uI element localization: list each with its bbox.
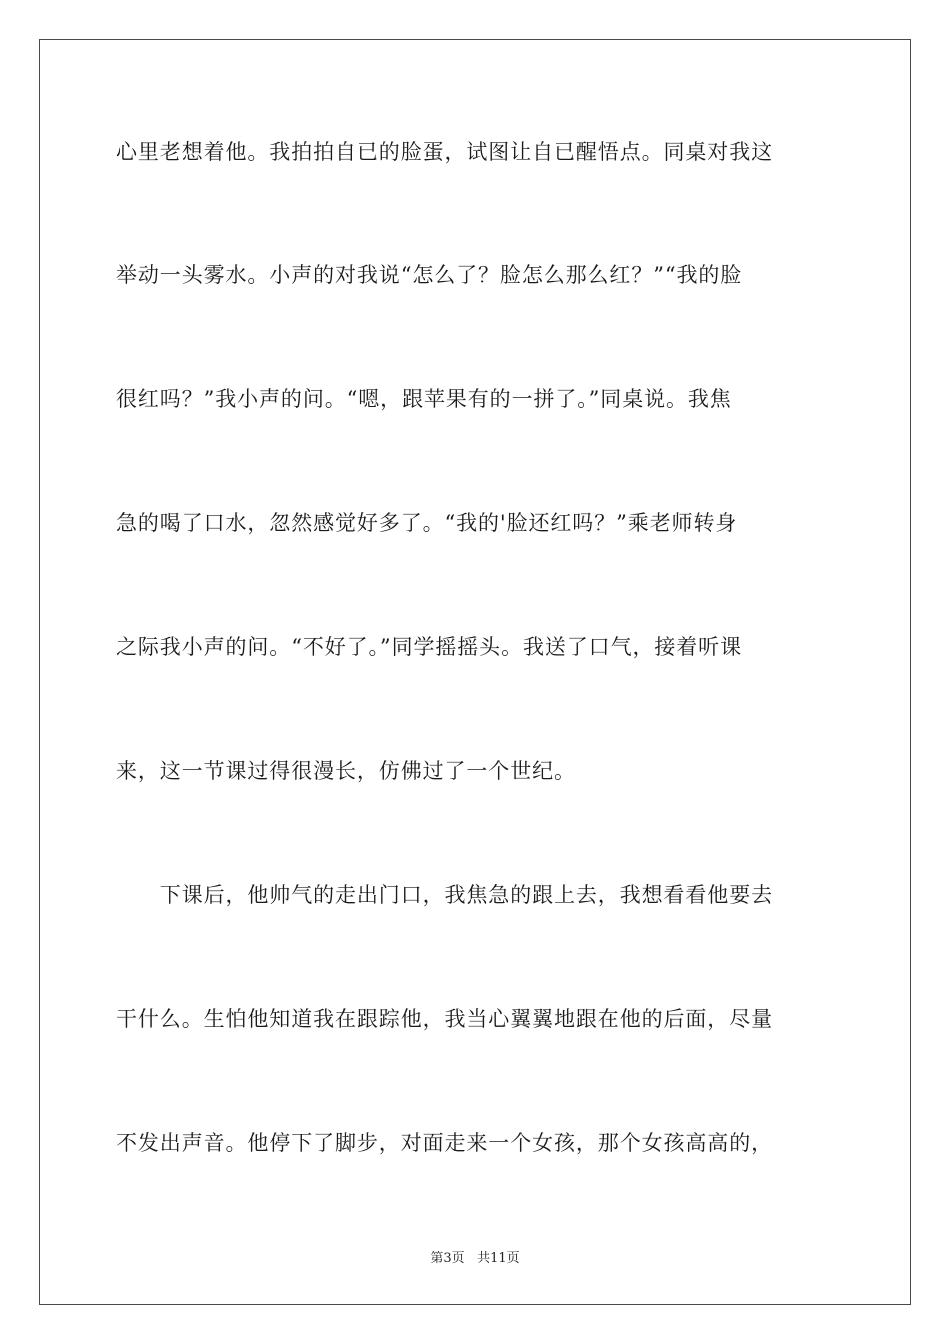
body-text-line: 干什么。生怕他知道我在跟踪他，我当心翼翼地跟在他的后面，尽量 bbox=[116, 1007, 773, 1031]
body-text-line: 不发出声音。他停下了脚步，对面走来一个女孩，那个女孩高高的， bbox=[116, 1131, 773, 1155]
page-border bbox=[39, 39, 911, 1305]
page-number: 第3页 bbox=[430, 1251, 465, 1266]
body-text-line: 举动一头雾水。小声的对我说“怎么了？脸怎么那么红？”“我的脸 bbox=[116, 263, 743, 287]
total-pages: 共11页 bbox=[477, 1251, 520, 1266]
body-text-line: 心里老想着他。我拍拍自已的脸蛋，试图让自已醒悟点。同桌对我这 bbox=[116, 140, 773, 164]
page-footer bbox=[0, 1247, 950, 1266]
body-text-line: 很红吗？”我小声的问。“嗯，跟苹果有的一拼了。”同桌说。我焦 bbox=[116, 387, 732, 411]
body-text-line: 之际我小声的问。“不好了。”同学摇摇头。我送了口气，接着听课 bbox=[116, 635, 742, 659]
body-text-line: 下课后，他帅气的走出门口，我焦急的跟上去，我想看看他要去 bbox=[116, 883, 773, 907]
body-text-line: 来，这一节课过得很漫长，仿佛过了一个世纪。 bbox=[116, 759, 576, 783]
body-text-line: 急的喝了口水，忽然感觉好多了。“我的'脸还红吗？”乘老师转身 bbox=[116, 511, 738, 535]
